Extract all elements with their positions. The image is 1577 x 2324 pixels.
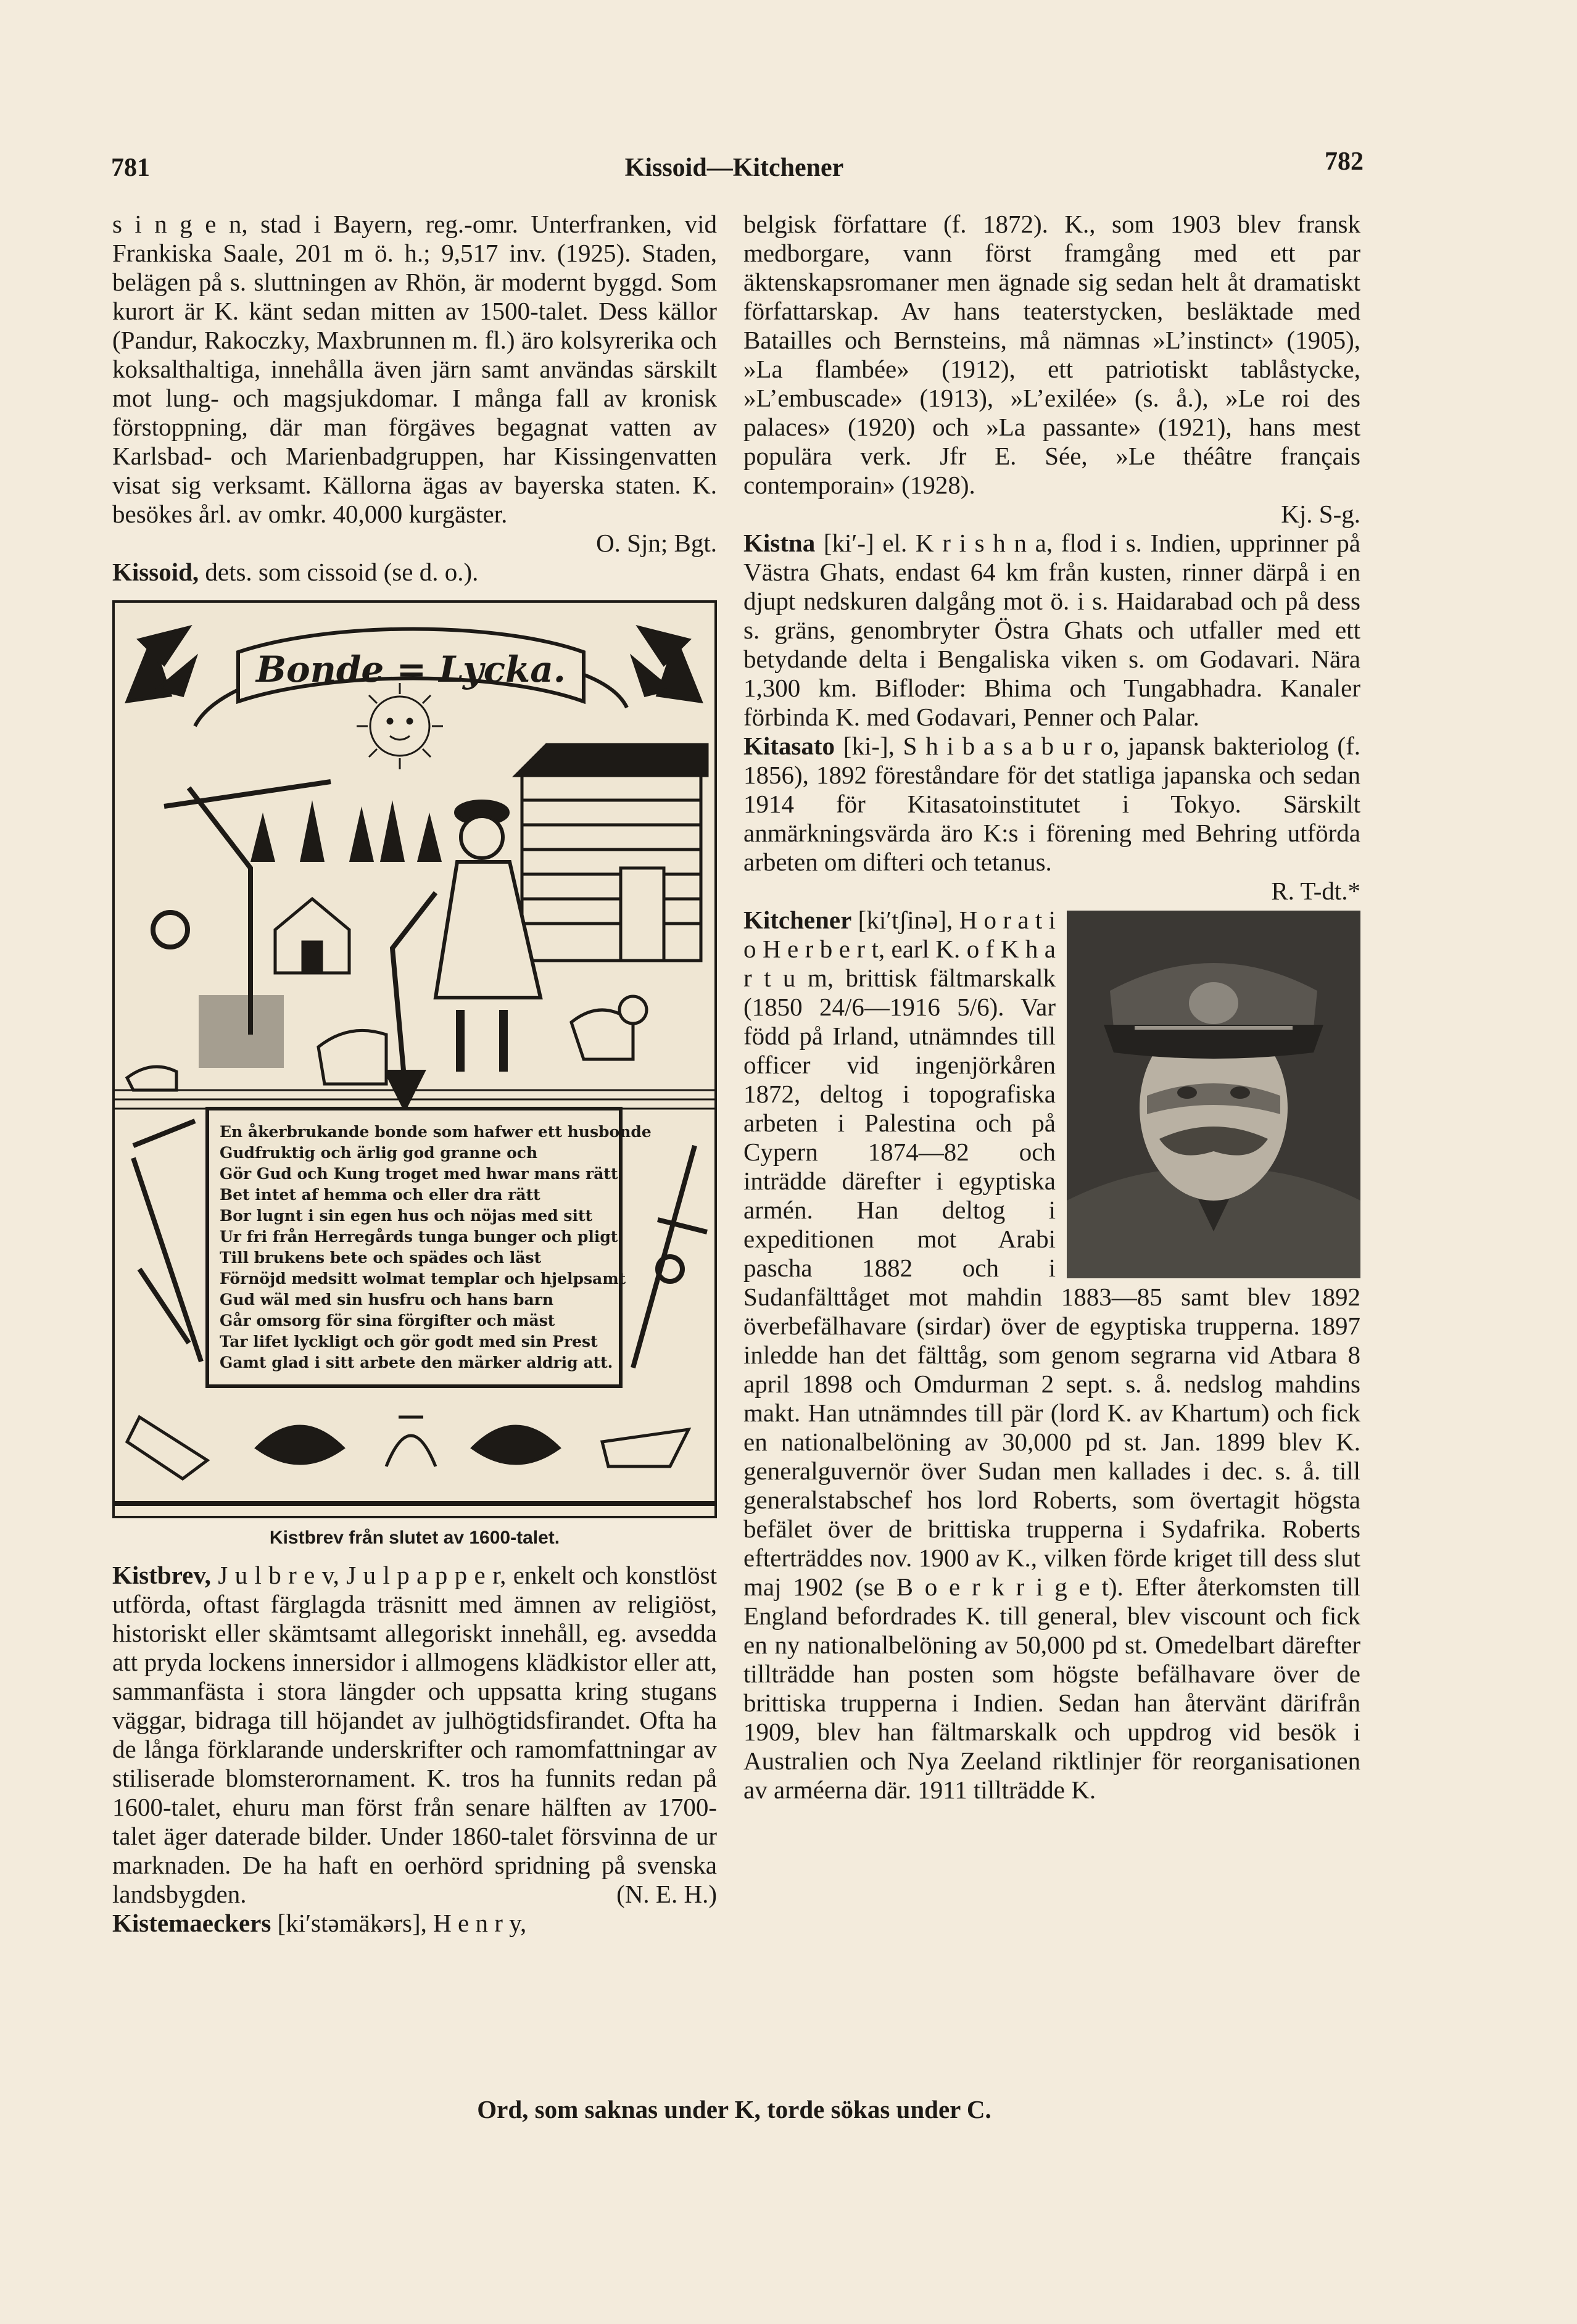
kistbrev-signature: (N. E. H.) [616, 1880, 717, 1908]
sun-icon [357, 683, 443, 769]
kissoid-text: dets. som cissoid (se d. o.). [199, 558, 479, 586]
verse-line-5: Bor lugnt i sin egen hus och nöjas med sitt [220, 1207, 593, 1225]
entry-kitchener [743, 906, 1360, 1805]
figure-caption: Kistbrev från slutet av 1600-talet. [269, 1528, 560, 1548]
kistemaeckers-text: [ki′stəmäkərs], H e n r y, [271, 1909, 527, 1937]
kitchener-headword: Kitchener [743, 906, 852, 934]
kistna-text: [ki′-] el. K r i s h n a, flod i s. Indien, upprinner på Västra Ghats, endast 64 km från kusten, rinner därpå i en djupt nedskuren dalgång mot ö. i s. Haidarabad och på dess s. gräns, genombryter Östra Ghats och utfaller med ett betydande delta i Bengaliska viken s. om Godavari. Nära 1,300 km. Bifloder: Bhima och Tungabhadra. Kanaler förbinda K. med Godavari, Penner och Palar. [743, 529, 1360, 731]
kistemaeckers-body: belgisk författare (f. 1872). K., som 1903 blev fransk medborgare, vann först framgång med ett par äktenskapsromaner men ägnade sig sedan helt åt dramatiskt författarskap. Av hans teaterstycken, besläktade med Batailles och Bernsteins, må nämnas »L’instinct» (1905), »La flambée» (1912), ett patriotiskt tablåstycke, »L’embuscade» (1913), »L’exilée» (s. å.), »Le roi des palaces» (1920) och »La passante» (1921), hans mest populära verk. Jfr E. Sée, »Le théâtre français contemporain» (1928). [743, 210, 1360, 499]
entry-kistbrev [112, 1561, 717, 1909]
entry-kissoid [112, 558, 717, 587]
kitasato-signature: R. T-dt.* [1271, 877, 1360, 905]
kistbrev-text: J u l b r e v, J u l p a p p e r, enkelt och konstlöst utförda, oftast färglagda träsnitt med ämnen av religiöst, historiskt eller skämtsamt allegoriskt innehåll, eg. avsedda att pryda lockens innersidor i allmogens klädkistor eller att, sammanfästa i stora längder och uppsatta kring stugans väggar, bidraga till höjandet av julhögtidsfirandet. Ofta ha de långa förklarande underskrifter och ramomfattningar av stiliserade blomsterornament. K. tros ha funnits redan på 1600-talet, ehuru man först från senare hälften av 1700-talet äger daterade bilder. Under 1860-talet försvinna de ur marknaden. De ha haft en oerhörd spridning på svenska landsbygden. [112, 1561, 717, 1908]
right-column [743, 210, 1360, 1805]
kitasato-headword: Kitasato [743, 732, 835, 760]
farmhouse [516, 745, 707, 961]
page-title: Kissoid—Kitchener [624, 154, 844, 182]
entry-kissingen-text [112, 210, 717, 558]
kitasato-text: [ki-], S h i b a s a b u r o, japansk bakteriolog (f. 1856), 1892 föreståndare för det statliga japanska och sedan 1914 för Kitasatoinstitutet i Tokyo. Särskilt anmärkningsvärda äro K:s i förening med Behring utförda arbeten om difteri och tetanus. [743, 732, 1360, 876]
page-footer-note: Ord, som saknas under K, torde sökas under C. [477, 2095, 991, 2123]
verse-line-8: Förnöjd medsitt wolmat templar och hjelpsamt [220, 1270, 626, 1288]
page-number-left: 781 [111, 154, 150, 182]
verse-line-12: Gamt glad i sitt arbete den märker aldrig att. [220, 1354, 613, 1371]
entry-kistemaeckers-continued [743, 210, 1360, 529]
verse-line-11: Tar lifet lyckligt och gör godt med sin Prest [220, 1333, 598, 1350]
page-number-right: 782 [1325, 147, 1364, 176]
kistbrev-figure [112, 600, 717, 1552]
kistbrev-woodcut-image [112, 600, 717, 1518]
kistemaeckers-headword: Kistemaeckers [112, 1909, 271, 1937]
kissingen-body: s i n g e n, stad i Bayern, reg.-omr. Unterfranken, vid Frankiska Saale, 201 m ö. h.; 9,517 inv. (1925). Staden, belägen på s. sluttningen av Rhön, är modernt byggd. Som kurort är K. känt sedan mitten av 1500-talet. Dess källor (Pandur, Rakoczky, Maxbrunnen m. fl.) äro kolsyrerika och koksalthaltiga, innehålla även järn samt användas särskilt mot lung- och magsjukdomar. I många fall av kronisk förstoppning, där man förgäves begagnat vatten av Karlsbad- och Marienbadgruppen, har Kissingenvatten visat sig verksamt. Källorna ägas av bayerska staten. K. besökes årl. av omkr. 40,000 kurgäster. [112, 210, 717, 528]
verse-line-6: Ur fri från Herregårds tunga bunger och pligt [220, 1228, 618, 1246]
kissoid-headword: Kissoid, [112, 558, 199, 586]
verse-panel [207, 1109, 652, 1386]
verse-line-1: En åkerbrukande bonde som hafwer ett husbonde [220, 1123, 652, 1141]
entry-kistna [743, 529, 1360, 732]
entry-kitasato [743, 732, 1360, 906]
verse-line-2: Gudfruktig och ärlig god granne och [220, 1144, 538, 1162]
kitchener-portrait-photo [1067, 911, 1360, 1278]
kistna-headword: Kistna [743, 529, 816, 557]
verse-line-3: Gör Gud och Kung troget med hwar mans rätt [220, 1165, 618, 1183]
verse-line-9: Gud wäl med sin husfru och hans barn [220, 1291, 553, 1309]
kissingen-signature: O. Sjn; Bgt. [596, 529, 717, 557]
portrait-image [1067, 911, 1360, 1278]
verse-line-4: Bet intet af hemma och eller dra rätt [220, 1186, 540, 1204]
woodcut-illustration [115, 603, 714, 1516]
running-head [111, 147, 1364, 184]
verse-line-10: Går omsorg för sina förgifter och mäst [220, 1312, 555, 1329]
kistemaeckers-signature: Kj. S-g. [1281, 500, 1360, 528]
verse-line-7: Till brukens bete och spädes och läst [220, 1249, 542, 1267]
kistbrev-headword: Kistbrev, [112, 1561, 211, 1589]
woodcut-title: Bonde = Lycka. [255, 648, 566, 690]
left-column [112, 210, 717, 1938]
entry-kistemaeckers [112, 1909, 717, 1938]
kitchener-text: [ki′tʃinə], H o r a t i o H e r b e r t, earl K. o f K h a r t u m, brittisk fältmarskalk (1850 24/6—1916 5/6). Var född på Irland, utnämndes till officer vid ingenjörkåren 1872, deltog i topografiska arbeten i Palestina och på Cypern 1874—82 och inträdde därefter i egyptiska armén. Han deltog i expeditionen mot Arabi pascha 1882 och i Sudanfälttåget mot mahdin 1883—85 samt blev 1892 överbefälhavare (sirdar) över de egyptiska trupperna. 1897 inledde han det fälttåg, som genom segrarna vid Atbara 8 april 1898 och Omdurman 2 sept. s. å. nedslog mahdins makt. Han utnämndes till pär (lord K. av Khartum) och fick en nationalbelöning av 30,000 pd st. Jan. 1899 blev K. generalguvernör över Sudan men kallades i dec. s. å. till generalstabschef hos lord Roberts, som övertagit högsta befälet över de brittiska trupperna i Sydafrika. Roberts efterträddes nov. 1900 av K., vilken förde kriget till dess slut maj 1902 (se B o e r k r i g e t). Efter återkomsten till England befordrades K. till general, blev viscount och fick en ny nationalbelöning av 50,000 pd st. Omedelbart därefter tillträdde han posten som högste befälhavare över de brittiska trupperna i Indien. Sedan han återvänt därifrån 1909, blev han fältmarskalk och uppdrog vid besök i Australien och Nya Zeeland riktlinjer för reorganisationen av arméerna där. 1911 tillträdde K. [743, 906, 1360, 1804]
